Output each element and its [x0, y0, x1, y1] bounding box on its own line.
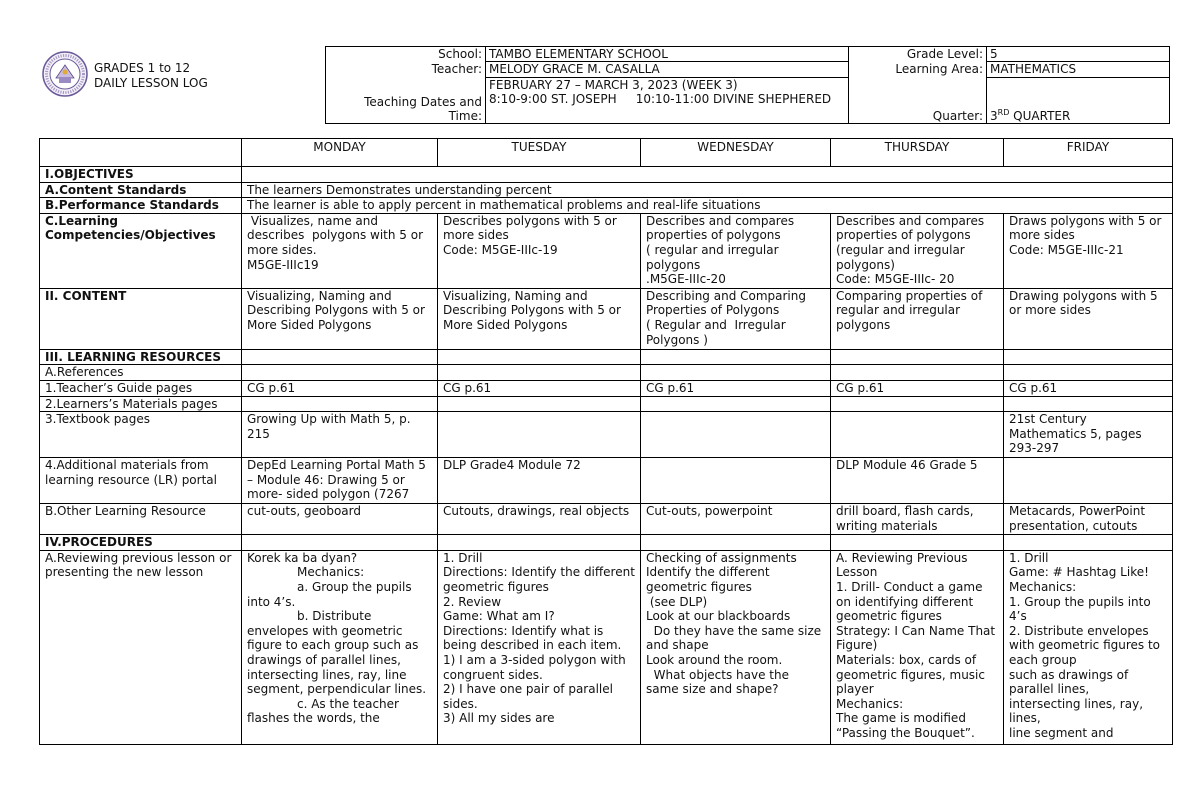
- references-label: A.References: [40, 365, 242, 381]
- dll-title: [94, 61, 208, 91]
- competency-thursday: Describes and compares properties of polygons (regular and irregular polygons) Code: M5GE-IIIc- 20: [831, 213, 1004, 288]
- procedures-blank-fri: [1004, 535, 1173, 551]
- review-monday-step-b-cont: envelopes with geometric figure to each group such as drawings of parallel lines, intersecting lines, ray, line segment, perpendicular lines.: [247, 623, 427, 697]
- teacher-label: Teacher:: [326, 62, 486, 78]
- day-header-monday: MONDAY: [242, 139, 438, 167]
- other-friday: Metacards, PowerPoint presentation, cutouts: [1004, 504, 1173, 535]
- textbook-thursday: [831, 412, 1004, 458]
- procedures-blank-mon: [242, 535, 438, 551]
- reviewing-lesson-row: [40, 550, 1173, 744]
- competency-friday: Draws polygons with 5 or more sides Code: M5GE-IIIc-21: [1004, 213, 1173, 288]
- learning-area-label: Learning Area:: [849, 62, 987, 78]
- resources-blank-wed: [641, 349, 831, 365]
- content-standards-label: A.Content Standards: [40, 182, 242, 198]
- references-blank-wed: [641, 365, 831, 381]
- blank-header-cell: [40, 139, 242, 167]
- other-thursday: drill board, flash cards, writing materials: [831, 504, 1004, 535]
- resources-row: [40, 349, 1173, 365]
- day-header-wednesday: WEDNESDAY: [641, 139, 831, 167]
- performance-standards-value: The learner is able to apply percent in mathematical problems and real-life situations: [242, 198, 1173, 214]
- competency-tuesday: Describes polygons with 5 or more sides Code: M5GE-IIIc-19: [438, 213, 641, 288]
- references-blank-fri: [1004, 365, 1173, 381]
- header-info-table: [325, 46, 1170, 124]
- other-wednesday: Cut-outs, powerpoint: [641, 504, 831, 535]
- content-row: [40, 288, 1173, 349]
- lm-blank-fri: [1004, 396, 1173, 412]
- additional-thursday: DLP Module 46 Grade 5: [831, 458, 1004, 504]
- other-resources-label: B.Other Learning Resource: [40, 504, 242, 535]
- additional-monday: DepEd Learning Portal Math 5 – Module 46: Drawing 5 or more- sided polygon (7267: [242, 458, 438, 504]
- competency-wednesday: Describes and compares properties of polygons ( regular and irregular polygons .M5GE-IIIc-20: [641, 213, 831, 288]
- grade-level-label: Grade Level:: [849, 47, 987, 62]
- lesson-log-table: [39, 138, 1173, 745]
- additional-tuesday: DLP Grade4 Module 72: [438, 458, 641, 504]
- resources-blank-thu: [831, 349, 1004, 365]
- review-monday-step-a: a. Group the pupils: [297, 579, 412, 594]
- review-friday: 1. Drill Game: # Hashtag Like! Mechanics: 1. Group the pupils into 4’s 2. Distribute envelopes with geometric figures to each group such as drawings of parallel lines, intersecting lines, ray, lines, line segment and: [1004, 550, 1173, 744]
- content-standards-row: [40, 182, 1173, 198]
- review-wednesday: Checking of assignments Identify the different geometric figures (see DLP) Look at our blackboards Do they have the same size and shape Look around the room. What objects have the same size and shape?: [641, 550, 831, 744]
- objectives-blank: [242, 167, 1173, 183]
- learning-area-value: MATHEMATICS: [987, 62, 1170, 78]
- objectives-label: I.OBJECTIVES: [40, 167, 242, 183]
- textbook-label: 3.Textbook pages: [40, 412, 242, 458]
- quarter-value: 3RD QUARTER: [987, 78, 1170, 124]
- teaching-dates-value: FEBRUARY 27 – MARCH 3, 2023 (WEEK 3) 8:10-9:00 ST. JOSEPH 10:10-11:00 DIVINE SHEPHERED: [486, 78, 849, 124]
- objectives-row: [40, 167, 1173, 183]
- other-tuesday: Cutouts, drawings, real objects: [438, 504, 641, 535]
- procedures-row: [40, 535, 1173, 551]
- additional-wednesday: [641, 458, 831, 504]
- quarter-label: Quarter:: [849, 78, 987, 124]
- review-monday-step-c-cont: flashes the words, the: [247, 711, 380, 726]
- tg-tuesday: CG p.61: [438, 380, 641, 396]
- procedures-blank-thu: [831, 535, 1004, 551]
- teaching-dates-label: Teaching Dates and Time:: [326, 78, 486, 124]
- deped-seal-icon: [42, 51, 88, 97]
- other-monday: cut-outs, geoboard: [242, 504, 438, 535]
- title-line-1: GRADES 1 to 12: [94, 61, 191, 75]
- review-monday: [242, 550, 438, 744]
- tg-monday: CG p.61: [242, 380, 438, 396]
- review-monday-step-c: c. As the teacher: [297, 696, 399, 711]
- resources-label: III. LEARNING RESOURCES: [40, 349, 242, 365]
- textbook-friday: 21st Century Mathematics 5, pages 293-297: [1004, 412, 1173, 458]
- references-blank-mon: [242, 365, 438, 381]
- tg-friday: CG p.61: [1004, 380, 1173, 396]
- resources-blank-mon: [242, 349, 438, 365]
- day-header-friday: FRIDAY: [1004, 139, 1173, 167]
- additional-friday: [1004, 458, 1173, 504]
- resources-blank-fri: [1004, 349, 1173, 365]
- other-resources-row: [40, 504, 1173, 535]
- textbook-tuesday: [438, 412, 641, 458]
- tg-wednesday: CG p.61: [641, 380, 831, 396]
- content-label: II. CONTENT: [40, 288, 242, 349]
- textbook-monday: Growing Up with Math 5, p. 215: [242, 412, 438, 458]
- performance-standards-label: B.Performance Standards: [40, 198, 242, 214]
- references-blank-tue: [438, 365, 641, 381]
- content-tuesday: Visualizing, Naming and Describing Polygons with 5 or More Sided Polygons: [438, 288, 641, 349]
- teachers-guide-label: 1.Teacher’s Guide pages: [40, 380, 242, 396]
- tg-thursday: CG p.61: [831, 380, 1004, 396]
- review-monday-step-a-cont: into 4’s.: [247, 594, 296, 609]
- grade-level-value: 5: [987, 47, 1170, 62]
- teacher-value: MELODY GRACE M. CASALLA: [486, 62, 849, 78]
- competencies-label: C.Learning Competencies/Objectives: [40, 213, 242, 288]
- additional-materials-row: [40, 458, 1173, 504]
- lm-blank-wed: [641, 396, 831, 412]
- teachers-guide-row: [40, 380, 1173, 396]
- content-monday: Visualizing, Naming and Describing Polygons with 5 or More Sided Polygons: [242, 288, 438, 349]
- review-tuesday: 1. Drill Directions: Identify the different geometric figures 2. Review Game: What am I? Directions: Identify what is being described in each item. 1) I am a 3-sided polygon with congruent sides. 2) I have one pair of parallel sides. 3) All my sides are: [438, 550, 641, 744]
- content-thursday: Comparing properties of regular and irregular polygons: [831, 288, 1004, 349]
- additional-materials-label: 4.Additional materials from learning resource (LR) portal: [40, 458, 242, 504]
- textbook-row: [40, 412, 1173, 458]
- procedures-blank-wed: [641, 535, 831, 551]
- reviewing-lesson-label: A.Reviewing previous lesson or presenting the new lesson: [40, 550, 242, 744]
- title-line-2: DAILY LESSON LOG: [94, 76, 208, 90]
- textbook-wednesday: [641, 412, 831, 458]
- competency-monday: Visualizes, name and describes polygons with 5 or more sides. M5GE-IIIc19: [242, 213, 438, 288]
- review-monday-step-b: b. Distribute: [297, 609, 372, 624]
- learners-materials-label: 2.Learners’s Materials pages: [40, 396, 242, 412]
- learners-materials-row: [40, 396, 1173, 412]
- procedures-label: IV.PROCEDURES: [40, 535, 242, 551]
- lm-blank-thu: [831, 396, 1004, 412]
- lm-blank-mon: [242, 396, 438, 412]
- review-monday-line1: Korek ka ba dyan?: [247, 550, 358, 565]
- school-label: School:: [326, 47, 486, 62]
- references-blank-thu: [831, 365, 1004, 381]
- day-header-row: [40, 139, 1173, 167]
- school-value: TAMBO ELEMENTARY SCHOOL: [486, 47, 849, 62]
- content-standards-value: The learners Demonstrates understanding percent: [242, 182, 1173, 198]
- lm-blank-tue: [438, 396, 641, 412]
- resources-blank-tue: [438, 349, 641, 365]
- review-monday-mechanics: Mechanics:: [297, 565, 365, 580]
- competencies-row: [40, 213, 1173, 288]
- day-header-tuesday: TUESDAY: [438, 139, 641, 167]
- references-row: [40, 365, 1173, 381]
- content-friday: Drawing polygons with 5 or more sides: [1004, 288, 1173, 349]
- review-thursday: A. Reviewing Previous Lesson 1. Drill- Conduct a game on identifying different geometric figures Strategy: I Can Name That Figure) Materials: box, cards of geometric figures, music player Mechanics: The game is modified “Passing the Bouquet”.: [831, 550, 1004, 744]
- content-wednesday: Describing and Comparing Properties of Polygons ( Regular and Irregular Polygons ): [641, 288, 831, 349]
- day-header-thursday: THURSDAY: [831, 139, 1004, 167]
- performance-standards-row: [40, 198, 1173, 214]
- procedures-blank-tue: [438, 535, 641, 551]
